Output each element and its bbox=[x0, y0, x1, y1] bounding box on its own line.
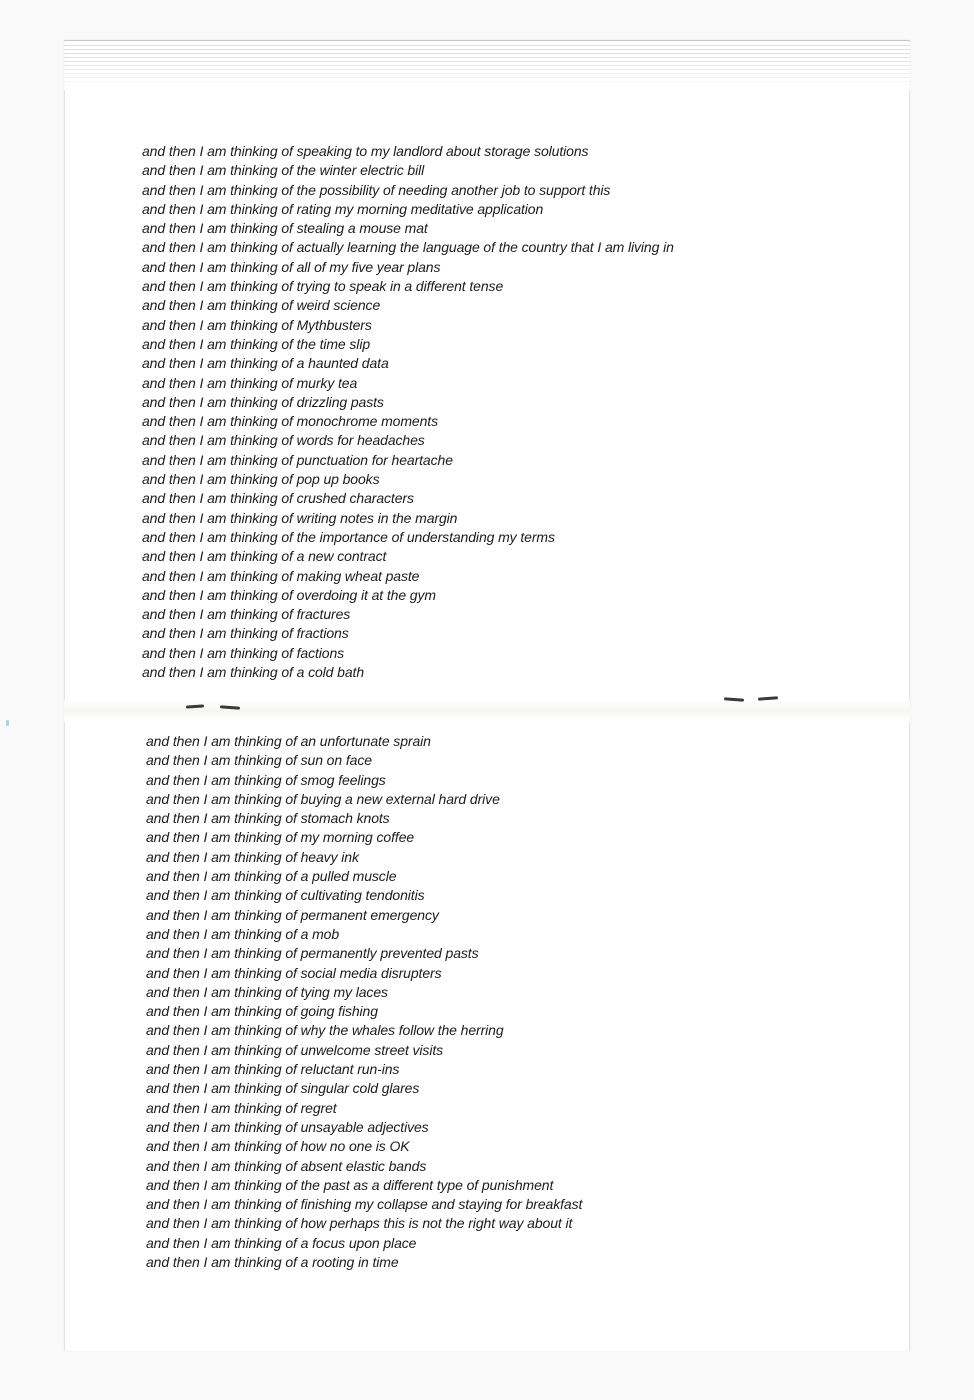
poem-line: and then I am thinking of words for headaches bbox=[142, 432, 425, 449]
poem-line: and then I am thinking of regret bbox=[146, 1099, 337, 1116]
poem-line: and then I am thinking of crushed characters bbox=[142, 490, 414, 507]
poem-section-bottom bbox=[146, 732, 582, 1272]
poem-line: and then I am thinking of going fishing bbox=[146, 1003, 378, 1020]
poem-line: and then I am thinking of absent elastic bands bbox=[146, 1157, 427, 1174]
poem-line: and then I am thinking of writing notes in the margin bbox=[142, 509, 458, 526]
poem-line: and then I am thinking of rating my morning meditative application bbox=[142, 200, 544, 217]
poem-line: and then I am thinking of sun on face bbox=[146, 752, 372, 769]
poem-line: and then I am thinking of weird science bbox=[142, 297, 381, 314]
poem-line: and then I am thinking of factions bbox=[142, 644, 345, 661]
poem-section-top bbox=[142, 142, 674, 682]
poem-line: and then I am thinking of trying to speak in a different tense bbox=[142, 278, 504, 295]
poem-line: and then I am thinking of my morning coffee bbox=[146, 829, 415, 846]
paper-stack-fade bbox=[64, 60, 910, 90]
poem-line: and then I am thinking of unsayable adjectives bbox=[146, 1118, 429, 1135]
poem-line: and then I am thinking of a rooting in time bbox=[146, 1254, 399, 1271]
poem-line: and then I am thinking of the time slip bbox=[142, 335, 371, 352]
poem-line: and then I am thinking of the importance of understanding my terms bbox=[142, 528, 555, 545]
poem-line: and then I am thinking of all of my five year plans bbox=[142, 258, 441, 275]
page-fold bbox=[64, 700, 910, 722]
poem-line: and then I am thinking of stomach knots bbox=[146, 810, 390, 827]
poem-line: and then I am thinking of permanent emergency bbox=[146, 906, 439, 923]
poem-line: and then I am thinking of fractures bbox=[142, 606, 351, 623]
poem-line: and then I am thinking of drizzling pasts bbox=[142, 393, 384, 410]
poem-line: and then I am thinking of social media disrupters bbox=[146, 964, 442, 981]
poem-line: and then I am thinking of cultivating tendonitis bbox=[146, 887, 425, 904]
poem-line: and then I am thinking of a pulled muscle bbox=[146, 868, 397, 885]
poem-line: and then I am thinking of a mob bbox=[146, 925, 340, 942]
poem-line: and then I am thinking of buying a new external hard drive bbox=[146, 790, 500, 807]
poem-line: and then I am thinking of pop up books bbox=[142, 471, 380, 488]
poem-line: and then I am thinking of tying my laces bbox=[146, 983, 388, 1000]
scan-speck bbox=[6, 720, 9, 726]
poem-line: and then I am thinking of unwelcome street visits bbox=[146, 1041, 444, 1058]
poem-line: and then I am thinking of stealing a mouse mat bbox=[142, 220, 428, 237]
poem-line: and then I am thinking of fractions bbox=[142, 625, 349, 642]
poem-line: and then I am thinking of how no one is OK bbox=[146, 1138, 410, 1155]
poem-line: and then I am thinking of a cold bath bbox=[142, 664, 365, 681]
poem-line: and then I am thinking of a haunted data bbox=[142, 355, 389, 372]
poem-line: and then I am thinking of permanently prevented pasts bbox=[146, 945, 479, 962]
poem-line: and then I am thinking of a focus upon place bbox=[146, 1234, 417, 1251]
poem-line: and then I am thinking of finishing my collapse and staying for breakfast bbox=[146, 1196, 583, 1213]
poem-line: and then I am thinking of making wheat paste bbox=[142, 567, 420, 584]
poem-line: and then I am thinking of a new contract bbox=[142, 548, 387, 565]
poem-line: and then I am thinking of the past as a different type of punishment bbox=[146, 1176, 554, 1193]
poem-line: and then I am thinking of overdoing it at the gym bbox=[142, 586, 436, 603]
poem-line: and then I am thinking of an unfortunate sprain bbox=[146, 733, 431, 749]
poem-line: and then I am thinking of heavy ink bbox=[146, 848, 359, 865]
poem-line: and then I am thinking of actually learning the language of the country that I am living in bbox=[142, 239, 674, 256]
poem-line: and then I am thinking of punctuation for heartache bbox=[142, 451, 453, 468]
poem-line: and then I am thinking of speaking to my landlord about storage solutions bbox=[142, 143, 589, 159]
poem-line: and then I am thinking of monochrome moments bbox=[142, 413, 438, 430]
poem-line: and then I am thinking of the winter electric bill bbox=[142, 162, 425, 179]
poem-line: and then I am thinking of how perhaps this is not the right way about it bbox=[146, 1215, 573, 1232]
poem-line: and then I am thinking of reluctant run-ins bbox=[146, 1061, 400, 1078]
poem-line: and then I am thinking of singular cold glares bbox=[146, 1080, 420, 1097]
poem-line: and then I am thinking of why the whales follow the herring bbox=[146, 1022, 504, 1039]
poem-line: and then I am thinking of murky tea bbox=[142, 374, 358, 391]
poem-line: and then I am thinking of the possibility of needing another job to support this bbox=[142, 181, 611, 198]
poem-line: and then I am thinking of smog feelings bbox=[146, 771, 386, 788]
poem-line: and then I am thinking of Mythbusters bbox=[142, 316, 372, 333]
